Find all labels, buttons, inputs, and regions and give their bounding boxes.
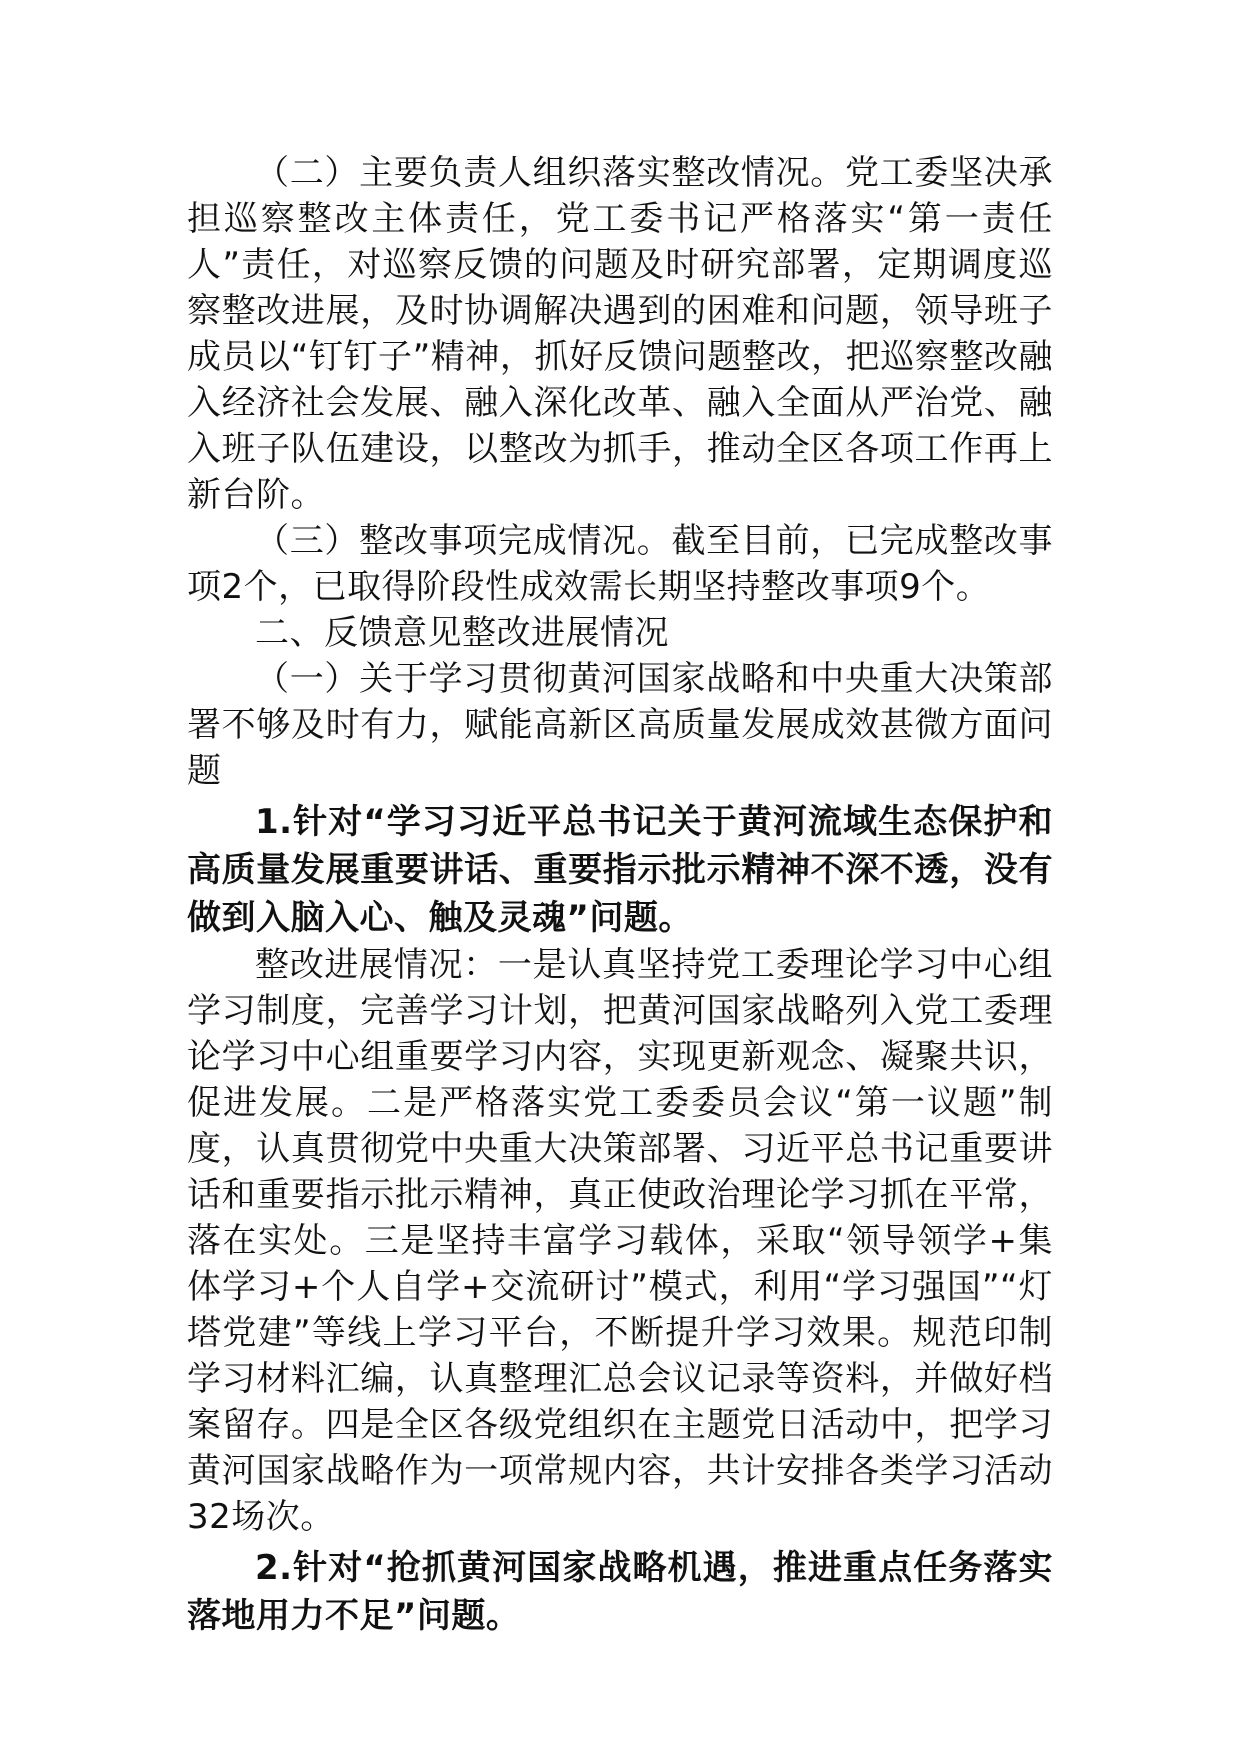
issue-heading-2: 2.针对“抢抓黄河国家战略机遇，推进重点任务落实落地用力不足”问题。 [187,1548,1053,1636]
issue-heading-1: 1.针对“学习习近平总书记关于黄河流域生态保护和高质量发展重要讲话、重要指示批示精神不深不透，没有做到入脑入心、触及灵魂”问题。 [187,802,1053,938]
paragraph-completion-status: （三）整改事项完成情况。截至目前，已完成整改事项2个，已取得阶段性成效需长期坚持整改事项9个。 [187,521,1053,607]
paragraph-leader-responsibility: （二）主要负责人组织落实整改情况。党工委坚决承担巡察整改主体责任，党工委书记严格落实“第一责任人”责任，对巡察反馈的问题及时研究部署，定期调度巡察整改进展，及时协调解决遇到的困难和问题，领导班子成员以“钉钉子”精神，抓好反馈问题整改，把巡察整改融入经济社会发展、融入深化改革、融入全面从严治党、融入班子队伍建设，以整改为抓手，推动全区各项工作再上新台阶。 [187,153,1053,515]
document-page [187,150,1053,1640]
section-heading-feedback-progress: 二、反馈意见整改进展情况 [255,613,669,653]
paragraph-rectification-progress: 整改进展情况：一是认真坚持党工委理论学习中心组学习制度，完善学习计划，把黄河国家战略列入党工委理论学习中心组重要学习内容，实现更新观念、凝聚共识，促进发展。二是严格落实党工委委员会议“第一议题”制度，认真贯彻党中央重大决策部署、习近平总书记重要讲话和重要指示批示精神，真正使政治理论学习抓在平常，落在实处。三是坚持丰富学习载体，采取“领导领学+集体学习+个人自学+交流研讨”模式，利用“学习强国”“灯塔党建”等线上学习平台，不断提升学习效果。规范印制学习材料汇编，认真整理汇总会议记录等资料，并做好档案留存。四是全区各级党组织在主题党日活动中，把学习黄河国家战略作为一项常规内容，共计安排各类学习活动32场次。 [187,945,1053,1537]
subsection-heading-yellow-river-strategy: （一）关于学习贯彻黄河国家战略和中央重大决策部署不够及时有力，赋能高新区高质量发展成效甚微方面问题 [187,659,1053,791]
